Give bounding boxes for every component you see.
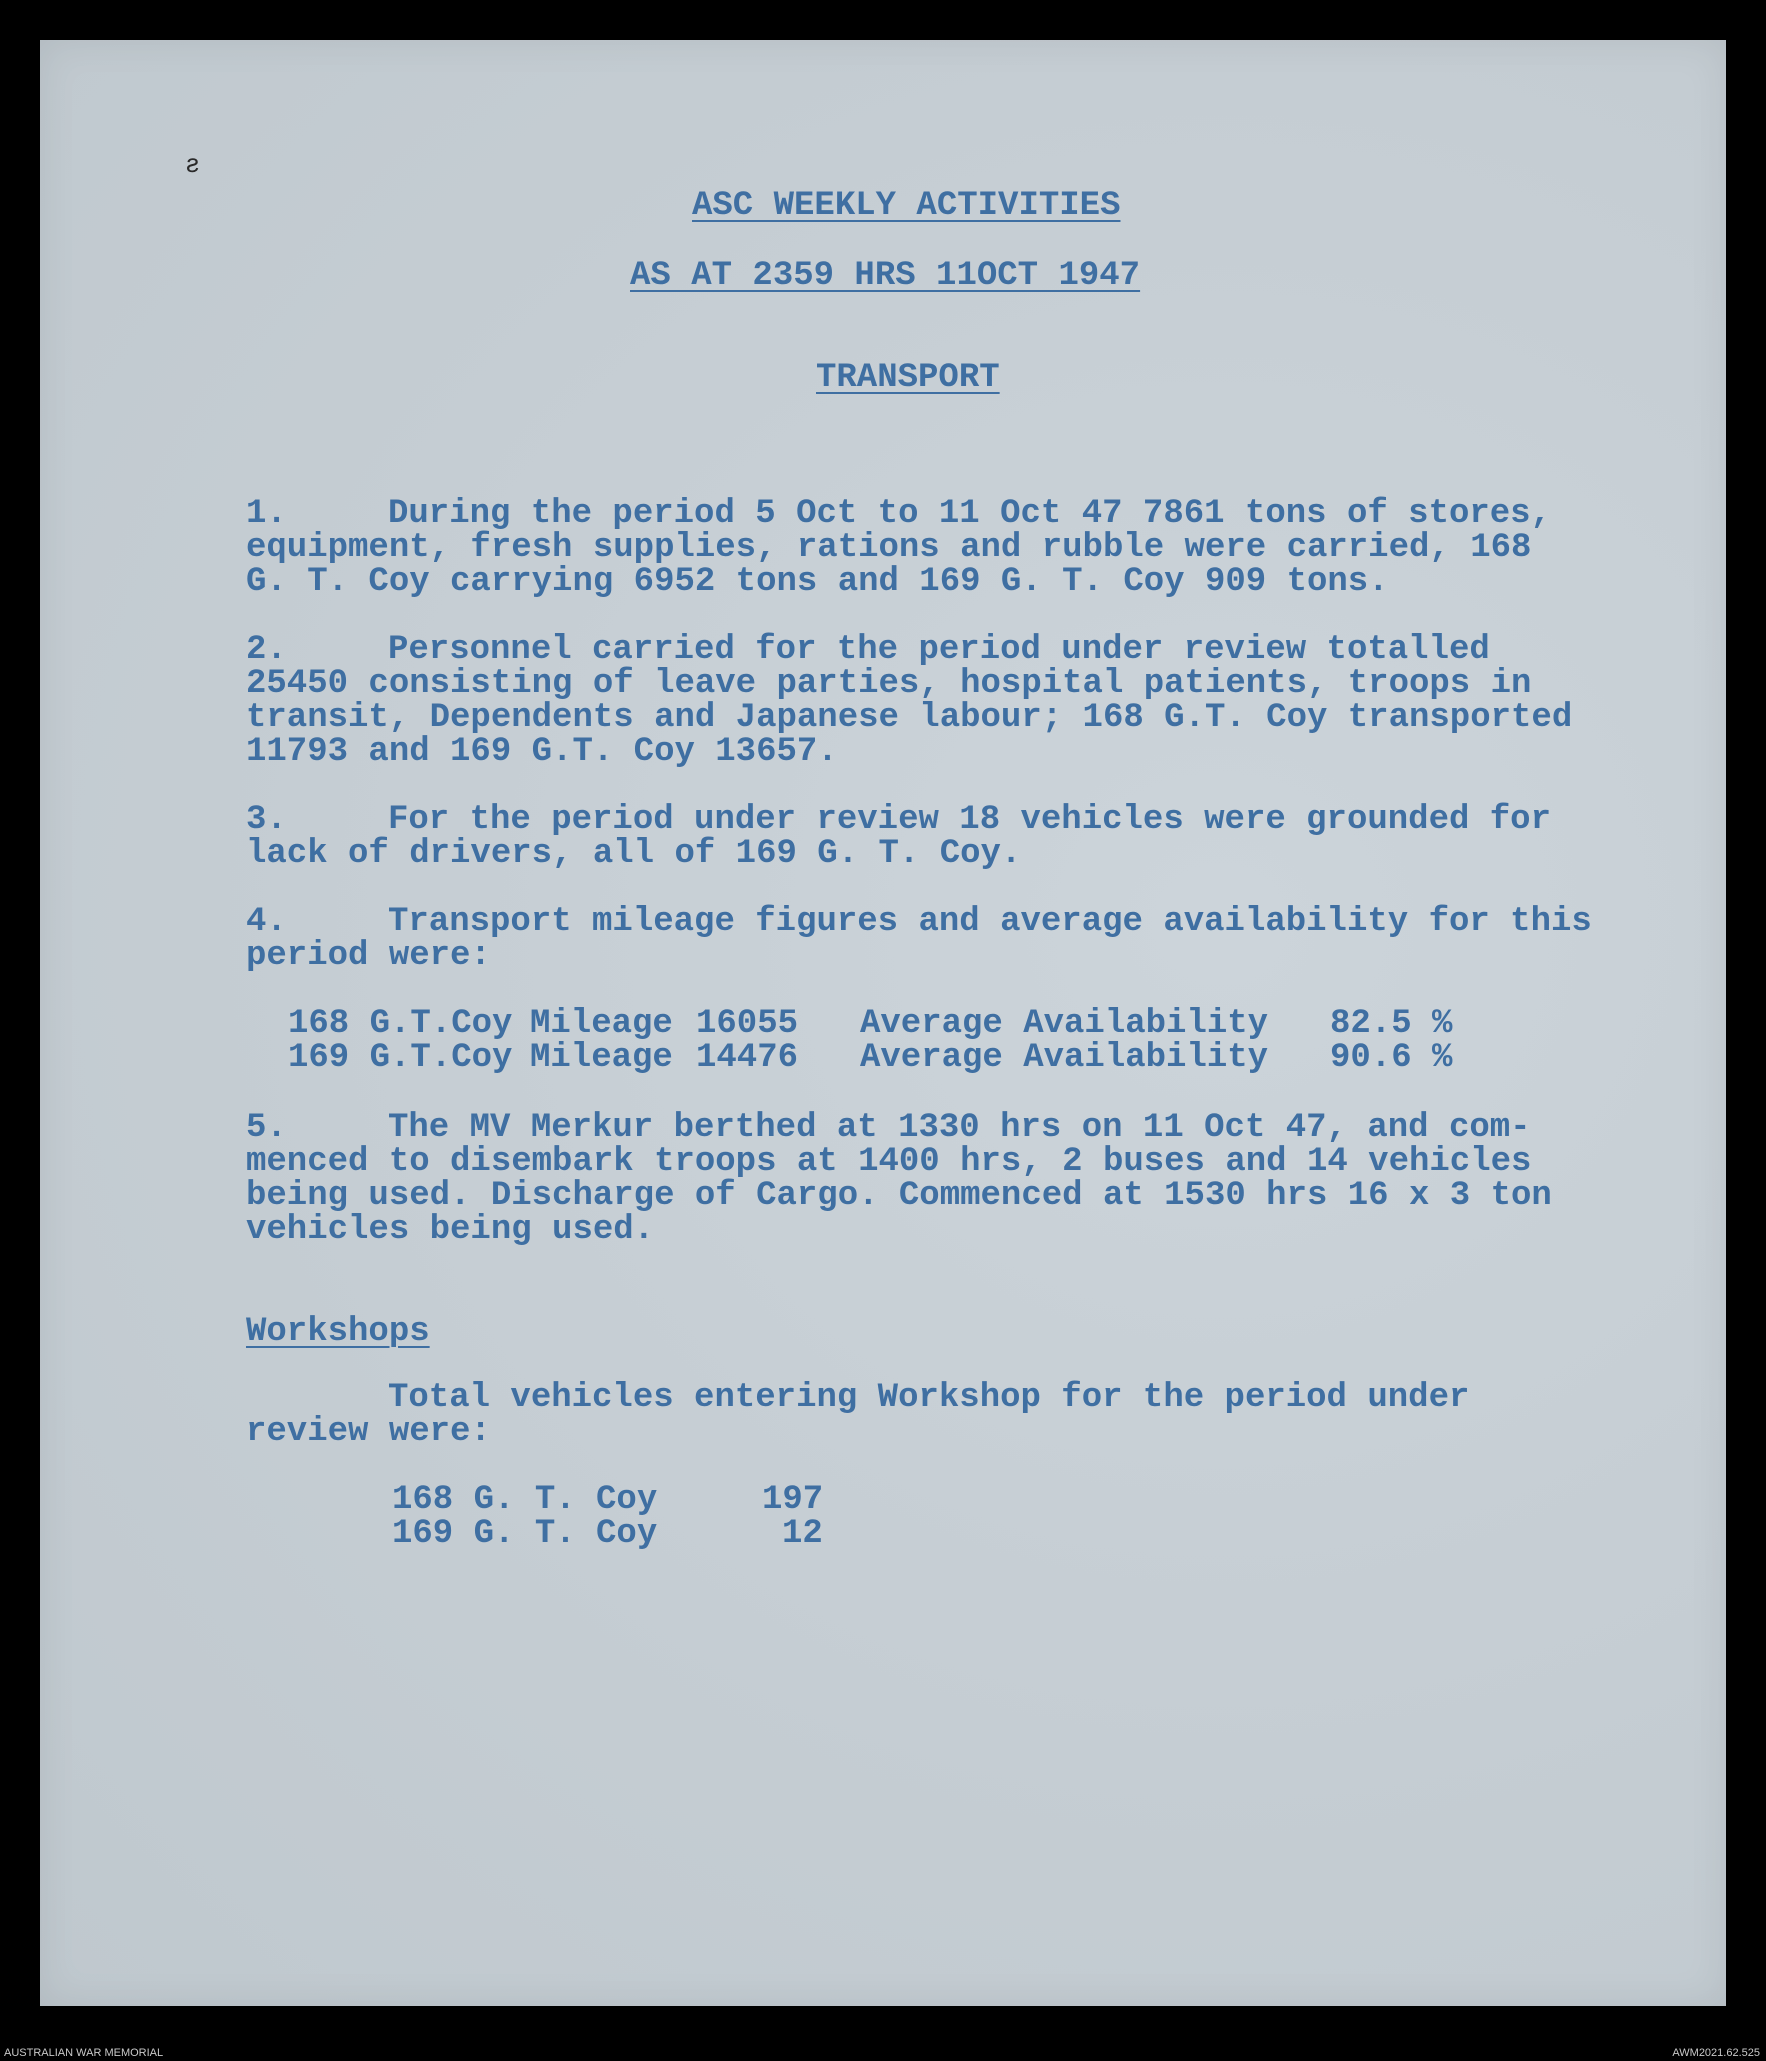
para3-line: lack of drivers, all of 169 G. T. Coy. [246, 835, 1022, 873]
footer-archive-name: AUSTRALIAN WAR MEMORIAL [4, 2047, 164, 2059]
mileage-label: Mileage [530, 1005, 673, 1043]
para1-line: G. T. Coy carrying 6952 tons and 169 G. T. Coy 909 tons. [246, 563, 1389, 601]
para5-line: vehicles being used. [246, 1211, 655, 1249]
section-workshops-heading: Workshops [246, 1313, 430, 1351]
para5-line: menced to disembark troops at 1400 hrs, 2 buses and 14 vehicles [246, 1143, 1532, 1181]
para4-number: 4. [246, 903, 287, 941]
mileage-value: 14476 [696, 1039, 799, 1077]
workshop-unit: 168 G. T. Coy [392, 1481, 658, 1519]
title: ASC WEEKLY ACTIVITIES [692, 187, 1121, 225]
para5-line: being used. Discharge of Cargo. Commenced at 1530 hrs 16 x 3 ton [246, 1177, 1552, 1215]
mileage-unit: 169 G.T.Coy [288, 1039, 513, 1077]
para1-line: During the period 5 Oct to 11 Oct 47 7861 tons of stores, [388, 495, 1551, 533]
para5-line: The MV Merkur berthed at 1330 hrs on 11 Oct 47, and com- [388, 1109, 1531, 1147]
para2-line: 25450 consisting of leave parties, hospital patients, troops in [246, 665, 1532, 703]
para3-line: For the period under review 18 vehicles were grounded for [388, 801, 1551, 839]
workshop-count: 197 [762, 1481, 824, 1519]
workshop-count: 12 [782, 1515, 823, 1553]
workshop-unit: 169 G. T. Coy [392, 1515, 658, 1553]
para3-number: 3. [246, 801, 287, 839]
availability-label: Average Availability [860, 1039, 1269, 1077]
para1-line: equipment, fresh supplies, rations and rubble were carried, 168 [246, 529, 1532, 567]
para4-line: Transport mileage figures and average availability for this [388, 903, 1592, 941]
availability-value: 82.5 % [1330, 1005, 1453, 1043]
availability-label: Average Availability [860, 1005, 1269, 1043]
mileage-label: Mileage [530, 1039, 673, 1077]
para5-number: 5. [246, 1109, 287, 1147]
section-transport-heading: TRANSPORT [816, 359, 1000, 397]
para4-line: period were: [246, 937, 491, 975]
workshops-intro-line: review were: [246, 1413, 491, 1451]
para2-line: 11793 and 169 G.T. Coy 13657. [246, 733, 838, 771]
availability-value: 90.6 % [1330, 1039, 1453, 1077]
mileage-value: 16055 [696, 1005, 799, 1043]
punch-mark: ƨ [186, 148, 199, 178]
workshops-intro-line: Total vehicles entering Workshop for the period under [388, 1379, 1470, 1417]
para2-line: transit, Dependents and Japanese labour; 168 G.T. Coy transported [246, 699, 1573, 737]
footer-accession-number: AWM2021.62.525 [1672, 2047, 1760, 2059]
mileage-unit: 168 G.T.Coy [288, 1005, 513, 1043]
para2-line: Personnel carried for the period under review totalled [388, 631, 1490, 669]
para1-number: 1. [246, 495, 287, 533]
para2-number: 2. [246, 631, 287, 669]
subtitle: AS AT 2359 HRS 11OCT 1947 [630, 257, 1141, 295]
